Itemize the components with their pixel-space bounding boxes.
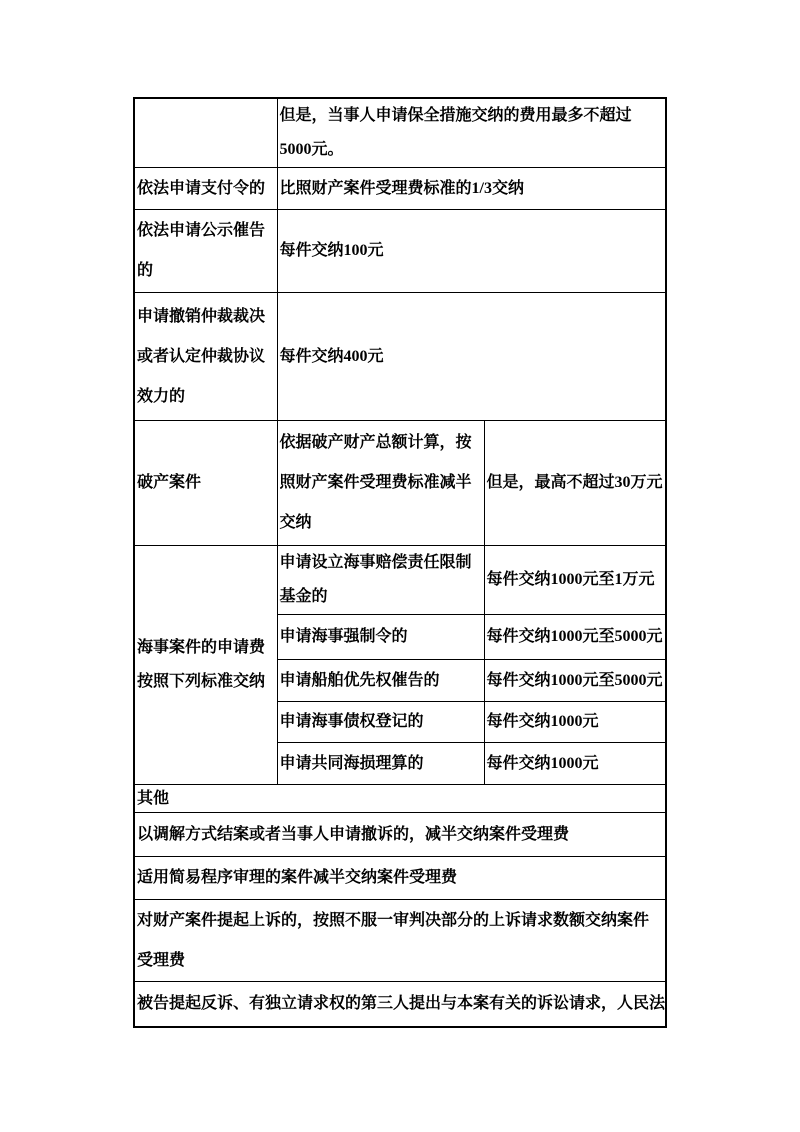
row-summary-procedure [134,857,666,900]
court-fee-table [133,97,667,1028]
cell-maritime-category: 海事案件的申请费按照下列标准交纳 [134,546,277,785]
cell-arbitration-standard: 每件交纳400元 [277,293,666,421]
cell-bankruptcy-cap: 但是，最高不超过30万元 [484,421,666,546]
cell-public-notice-category: 依法申请公示催告的 [134,210,277,293]
cell-maritime-claim-reg-item: 申请海事债权登记的 [277,702,484,743]
cell-maritime-fund-fee: 每件交纳1000元至1万元 [484,546,666,615]
row-other-header [134,785,666,813]
cell-payment-order-category: 依法申请支付令的 [134,168,277,210]
cell-public-notice-standard: 每件交纳100元 [277,210,666,293]
cell-arbitration-category: 申请撤销仲裁裁决或者认定仲裁协议效力的 [134,293,277,421]
cell-other-header: 其他 [134,785,666,813]
cell-maritime-injunction-fee: 每件交纳1000元至5000元 [484,615,666,660]
row-mediation-withdraw [134,813,666,857]
cell-maritime-claim-reg-fee: 每件交纳1000元 [484,702,666,743]
cell-counterclaim: 被告提起反诉、有独立请求权的第三人提出与本案有关的诉讼请求，人民法 [134,982,666,1027]
cell-maritime-lien-fee: 每件交纳1000元至5000元 [484,660,666,702]
cell-bankruptcy-category: 破产案件 [134,421,277,546]
cell-general-average-item: 申请共同海损理算的 [277,743,484,785]
row-maritime-fund [134,546,666,615]
cell-summary-procedure: 适用简易程序审理的案件减半交纳案件受理费 [134,857,666,900]
row-counterclaim [134,982,666,1027]
cell-maritime-lien-item: 申请船舶优先权催告的 [277,660,484,702]
row-preservation-cap [134,98,666,168]
cell-maritime-fund-item: 申请设立海事赔偿责任限制基金的 [277,546,484,615]
row-payment-order [134,168,666,210]
cell-general-average-fee: 每件交纳1000元 [484,743,666,785]
cell-payment-order-standard: 比照财产案件受理费标准的1/3交纳 [277,168,666,210]
cell-preservation-cap-note: 但是，当事人申请保全措施交纳的费用最多不超过5000元。 [277,98,666,168]
row-property-appeal [134,900,666,982]
cell-maritime-injunction-item: 申请海事强制令的 [277,615,484,660]
row-arbitration [134,293,666,421]
cell-category-empty [134,98,277,168]
cell-mediation-withdraw: 以调解方式结案或者当事人申请撤诉的，减半交纳案件受理费 [134,813,666,857]
row-public-notice [134,210,666,293]
cell-property-appeal: 对财产案件提起上诉的，按照不服一审判决部分的上诉请求数额交纳案件受理费 [134,900,666,982]
cell-bankruptcy-standard: 依据破产财产总额计算，按照财产案件受理费标准减半交纳 [277,421,484,546]
row-bankruptcy [134,421,666,546]
